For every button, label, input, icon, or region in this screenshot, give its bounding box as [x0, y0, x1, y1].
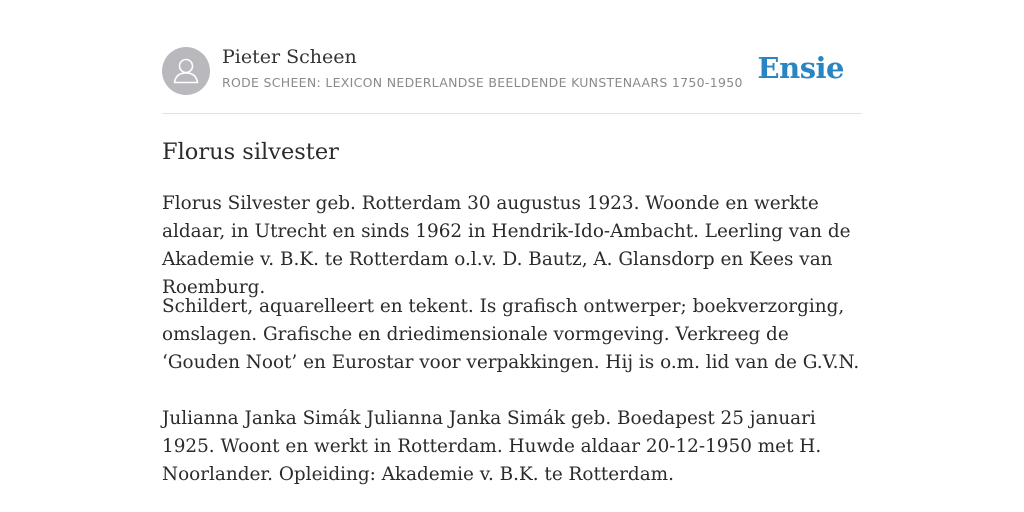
article-paragraph-2: Schildert, aquarelleert en tekent. Is grafisch ontwerper; boekverzorging, omslagen. Grafische en driedimensionale vormgeving. Verkreeg de ‘Gouden Noot’ en Eurostar voor verpakkingen. Hij is o.m. lid van de G.V.N. [162, 296, 860, 373]
author-avatar[interactable] [162, 47, 210, 95]
header-divider [162, 113, 862, 114]
article-title: Florus silvester [162, 139, 339, 165]
source-title[interactable]: RODE SCHEEN: LEXICON NEDERLANDSE BEELDENDE KUNSTENAARS 1750-1950 [222, 75, 743, 90]
article-paragraph-1: Florus Silvester geb. Rotterdam 30 augustus 1923. Woonde en werkte aldaar, in Utrecht en sinds 1962 in Hendrik-Ido-Ambacht. Leerling van de Akademie v. B.K. te Rotterdam o.l.v. D. Bautz, A. Glansdorp en Kees van Roemburg. [162, 193, 851, 298]
ensie-logo[interactable]: Ensie [757, 51, 844, 85]
article-header [162, 46, 862, 96]
user-silhouette-icon [162, 47, 210, 95]
article-paragraph-3: Julianna Janka Simák Julianna Janka Simák geb. Boedapest 25 januari 1925. Woont en werkt in Rotterdam. Huwde aldaar 20-12-1950 met H. Noorlander. Opleiding: Akademie v. B.K. te Rotterdam. [162, 408, 822, 485]
author-name[interactable]: Pieter Scheen [222, 46, 357, 68]
